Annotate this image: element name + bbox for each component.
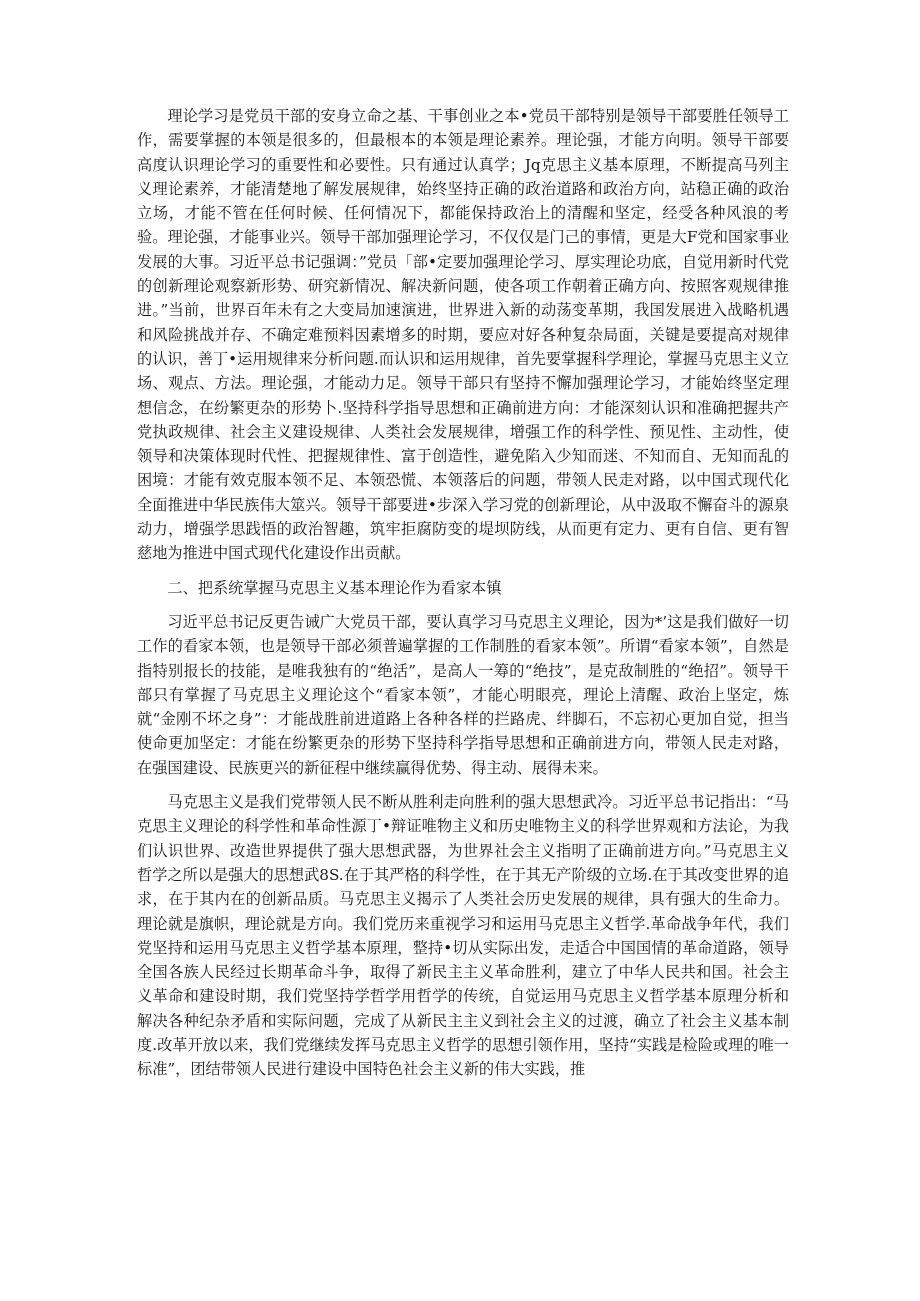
paragraph-theory-study: 理论学习是党员干部的安身立命之基、干事创业之本•党员干部特别是领导干部要胜任领导工作，需要掌握的本领是很多的，但最根本的本领是理论素养。理论强，才能方向明。领导干部要高度认识理论学习的重要性和必要性。只有通过认真学；Jq克思主义基本原理，不断提高马列主义理论素养，才能清楚地了解发展规律，始终坚持正确的政治道路和政治方向，站稳正确的政治立场，才能不管在任何时候、任何情况下，都能保持政治上的清醒和坚定，经受各种风浪的考验。理论强，才能事业兴。领导干部加强理论学习，不仅仅是门己的事情，更是大F党和国家事业发展的大事。习近平总书记强调：”党员「部•定要加强理论学习、厚实理论功底，自觉用新时代党的创新理论观察新形势、研究新情况、解决新问题，使各项工作朝着正确方向、按照客观规律推进。”当前，世界百年未有之大变局加速演进，世界进入新的动荡变革期，我国发展进入战略机遇和风险挑战并存、不确定难预料因素增多的时期，要应对好各种复杂局面，关键是要提高对规律的认识，善丁•运用规律来分析问题.而认识和运用规律，首先要掌握科学理论，掌握马克思主义立场、观点、方法。理论强，才能动力足。领导干部只有坚持不懈加强理论学习，才能始终坚定理想信念，在纷繁更杂的形势卜.坚持科学指导思想和正确前进方向：才能深刻认识和准确把握共产党执政规律、社会主义建设规律、人类社会发展规律，增强工作的科学性、预见性、主动性，使领导和决策体现时代性、把握规律性、富于创造性，避免陷入少知而迷、不知而自、无知而乱的困境：才能有效克服本领不足、本领恐慌、本领落后的问题，带领人民走对路，以中国式现代化全面推进中华民族伟大筮兴。领导干部要进•步深入学习党的创新理论，从中汲取不懈奋斗的源泉动力，增强学思践悟的政治智趣，筑牢拒腐防变的堤坝防线，从而更有定力、更有自信、更有智慈地为推进中国式现代化建设作出贡献。 <box>137 107 789 563</box>
section-heading-2: 二、把系统掌握马克思主义基本理论作为看家本镇 <box>167 578 502 597</box>
paragraph-core-skill: 习近平总书记反更告诫广大党员干部，要认真学习马克思主义理论，因为*’这是我们做好一切工作的看家本领，也是领导干部必须普遍掌握的工作制胜的看家本领”。所谓“看家本领”，自然是指特别报长的技能，是唯我独有的“绝活”，是高人一筹的“绝技”，是克敌制胜的“绝招”。领导干部只有掌握了马克思主义理论这个“看家本领”，才能心明眼亮，理论上清醒、政治上坚定，炼就“金刚不坏之身”：才能战胜前进道路上各种各样的拦路虎、绊脚石，不忘初心更加自觉，担当使命更加坚定：才能在纷繁更杂的形势下坚持科学指导思想和正确前进方向，带领人民走对路，在强国建设、民族更兴的新征程中继续赢得优势、得主动、展得未来。 <box>137 612 789 777</box>
paragraph-marxism-weapon: 马克思主义是我们党带领人民不断从胜利走向胜利的强大思想武冷。习近平总书记指出：“马克思主义理论的科学性和革命性源丁•辩证唯物主义和历史唯物主义的科学世界观和方法论，为我们认识世界、改造世界提供了强大思想武器，为世界社会主义指明了正确前进方向。”马克思主义哲学之所以是强大的思想武8S.在于其严格的科学性，在于其无产阶级的立场.在于其改变世界的追求，在于其内在的创新品质。马克思主义揭示了人类社会历史发展的规律，具有强大的生命力。理论就是旗帜，理论就是方向。我们党历来重视学习和运用马克思主义哲学.革命战争年代，我们党坚持和运用马克思主义哲学基本原理，整持•切从实际出发，走适合中国国情的革命道路，领导全国各族人民经过长期革命斗争，取得了新民主主义革命胜利，建立了中华人民共和国。社会主义革命和建设时期，我们党坚持学哲学用哲学的传统，自觉运用马克思主义哲学基本原理分析和解决各种纪杂矛盾和实际问题，完成了从新民主主义到社会主义的过渡，确立了社会主义基本制度.改革开放以来，我们党继续发挥马克思主义哲学的思想引领作用，坚持“实践是检险或理的唯一标准”，团结带领人民进行建设中国特色社会主义新的伟大实践，推 <box>137 793 789 1079</box>
document-body <box>137 104 789 1082</box>
